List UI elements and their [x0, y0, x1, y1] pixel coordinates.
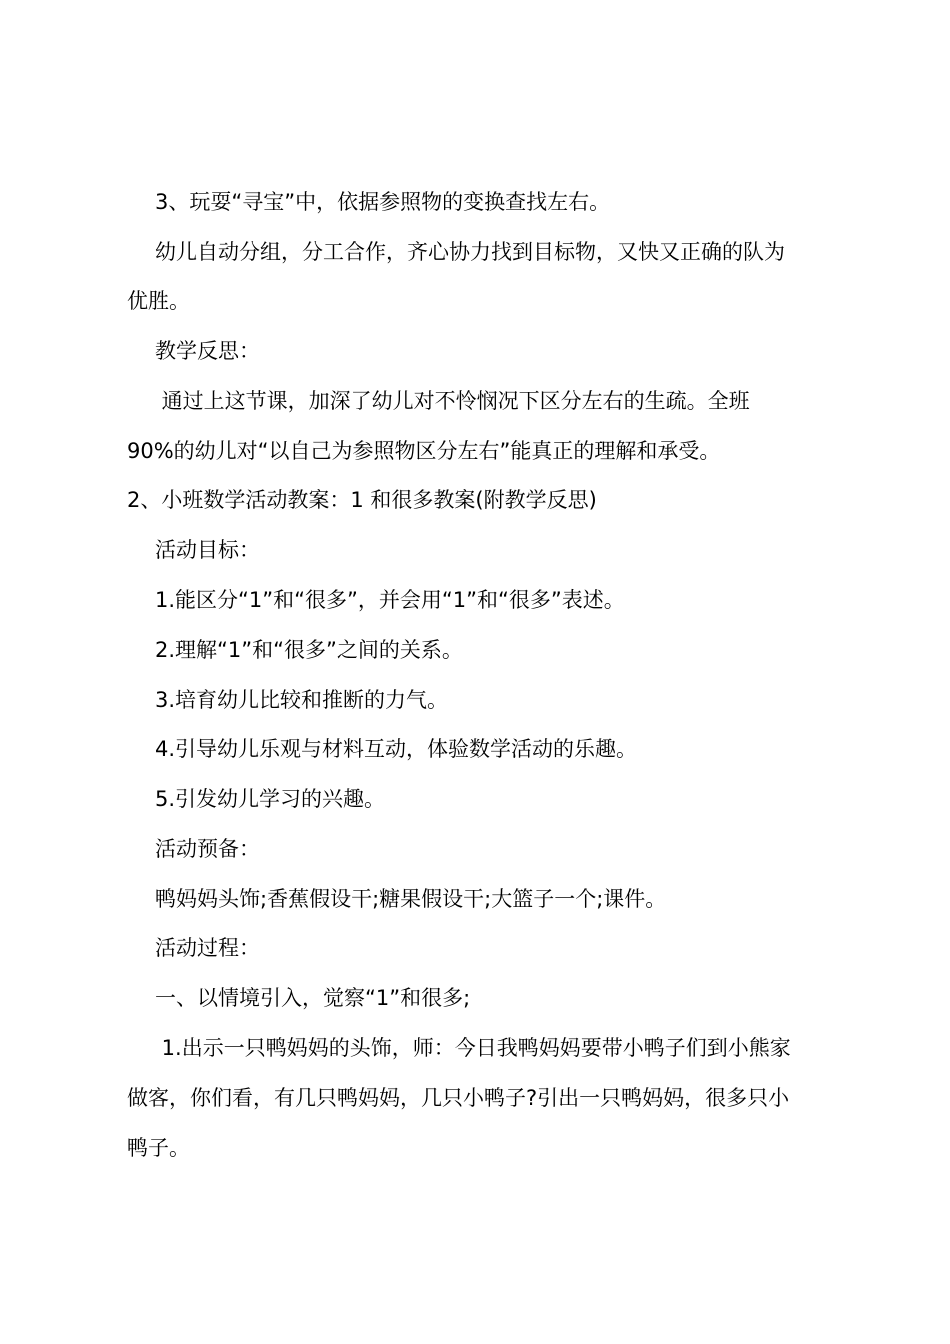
section-heading: 活动预备：: [155, 837, 260, 861]
section-title: 2、小班数学活动教案：1 和很多教案(附教学反思): [127, 488, 597, 512]
paragraph-line: 鸭妈妈头饰;香蕉假设干;糖果假设干;大篮子一个;课件。: [155, 887, 667, 911]
paragraph-line: 优胜。: [127, 289, 190, 313]
list-item: 2.理解“1”和“很多”之间的关系。: [155, 638, 463, 662]
section-heading: 活动目标：: [155, 538, 260, 562]
paragraph-line: 一、以情境引入，觉察“1”和很多;: [155, 986, 471, 1010]
list-item: 5.引发幼儿学习的兴趣。: [155, 787, 386, 811]
list-item: 4.引导幼儿乐观与材料互动，体验数学活动的乐趣。: [155, 737, 638, 761]
paragraph-line: 做客，你们看，有几只鸭妈妈，几只小鸭子?引出一只鸭妈妈，很多只小: [127, 1086, 790, 1110]
paragraph-line: 3、玩耍“寻宝”中，依据参照物的变换查找左右。: [155, 190, 611, 214]
list-item: 3.培育幼儿比较和推断的力气。: [155, 688, 449, 712]
section-heading: 活动过程：: [155, 936, 260, 960]
section-heading: 教学反思：: [155, 339, 260, 363]
paragraph-line: 鸭子。: [127, 1136, 190, 1160]
paragraph-line: 通过上这节课，加深了幼儿对不怜悯况下区分左右的生疏。全班: [155, 389, 750, 413]
paragraph-line: 90%的幼儿对“以自己为参照物区分左右”能真正的理解和承受。: [127, 439, 721, 463]
paragraph-line: 1.出示一只鸭妈妈的头饰，师：今日我鸭妈妈要带小鸭子们到小熊家: [155, 1036, 791, 1060]
list-item: 1.能区分“1”和“很多”，并会用“1”和“很多”表述。: [155, 588, 625, 612]
paragraph-line: 幼儿自动分组，分工合作，齐心协力找到目标物，又快又正确的队为: [155, 240, 785, 264]
